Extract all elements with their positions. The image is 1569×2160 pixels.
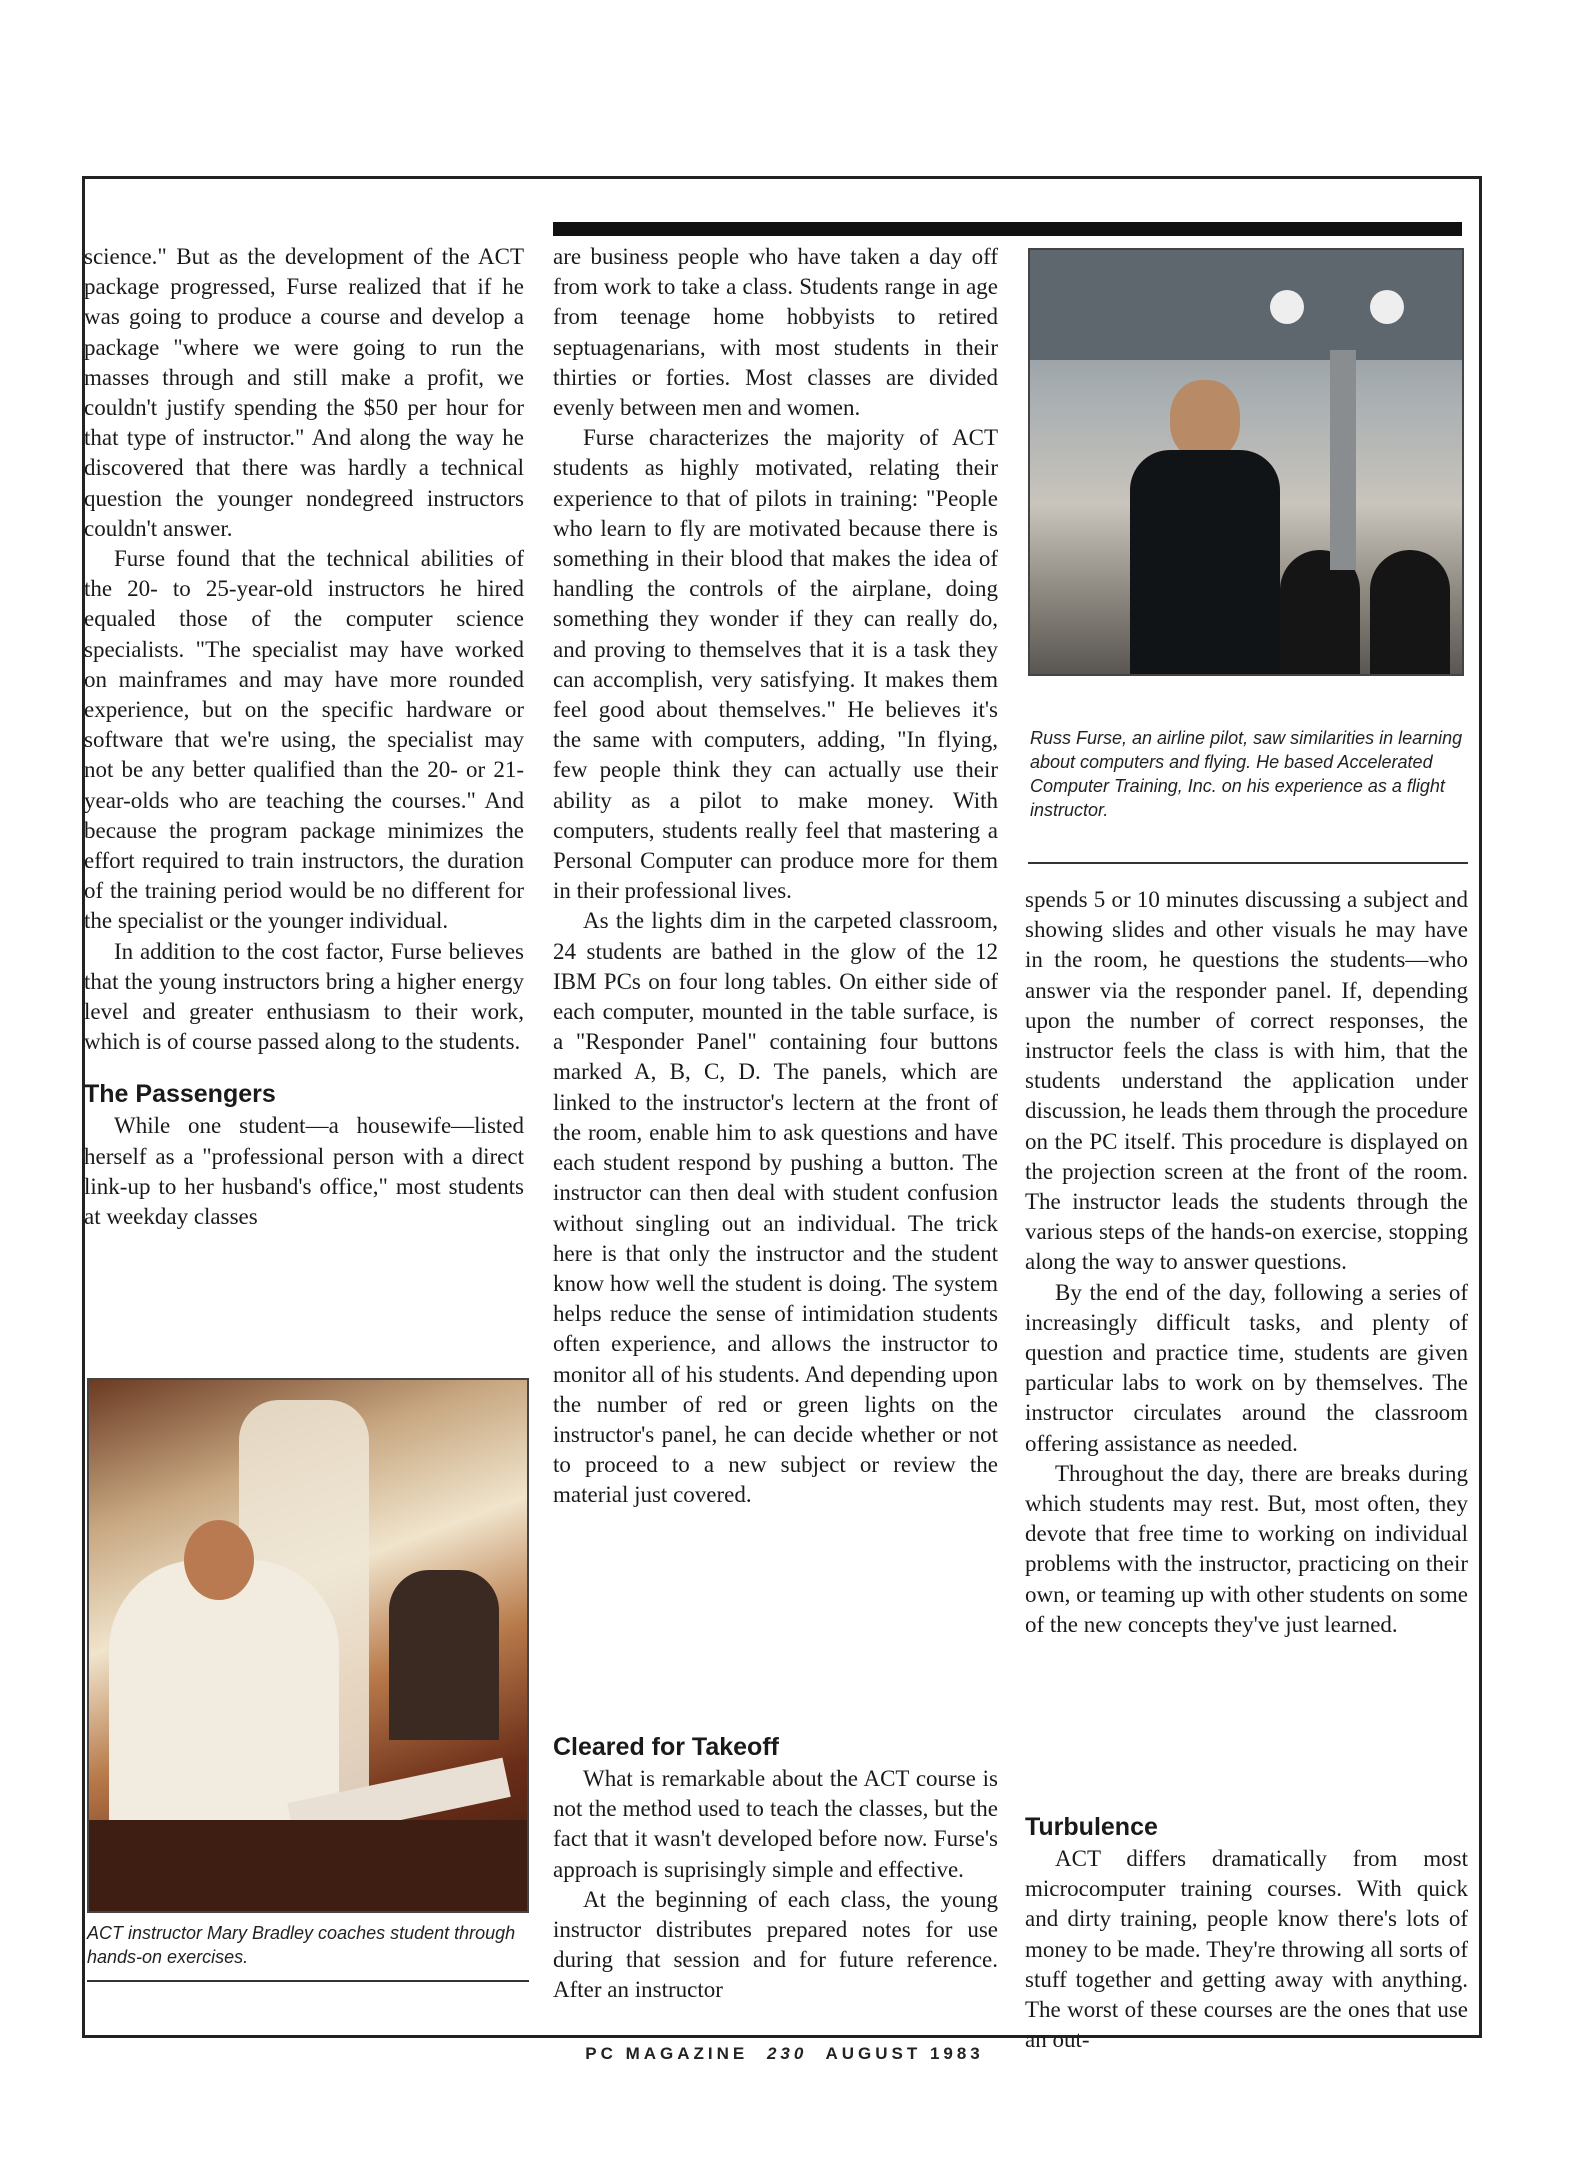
paragraph: ACT differs dramatically from most microcomputer training courses. With quick and dirty training, people know there's lots of money to be made. They're throwing all sorts of stuff together and getting away with anything. The worst of these courses are the ones that use an out- xyxy=(1025,1846,1468,2053)
paragraph: Furse found that the technical abilities of the 20- to 25-year-old instructors he hired equaled those of the computer science specialists. "The specialist may have worked on mainframes and may have more rounded experience, but on the specific hardware or software that we're using, the specialist may not be any better qualified than the 20- or 21-year-olds who are teaching the courses." And because the program package minimizes the effort required to train instructors, the duration of the training period would be no different for the specialist or the younger individual. xyxy=(84,546,524,934)
classroom-photo xyxy=(87,1378,529,1913)
divider xyxy=(87,1980,529,1982)
column-1 xyxy=(84,242,524,1232)
column-3-lower xyxy=(1025,1790,1468,2055)
paragraph: What is remarkable about the ACT course is not the method used to teach the classes, but the fact that it wasn't developed before now. Furse's approach is suprisingly simple and effective. xyxy=(553,1766,998,1882)
magazine-name: PC MAGAZINE xyxy=(585,2044,749,2063)
section-heading: The Passengers xyxy=(84,1080,276,1109)
photo-caption: ACT instructor Mary Bradley coaches student through hands-on exercises. xyxy=(87,1923,516,1967)
paragraph: At the beginning of each class, the young instructor distributes prepared notes for use during that session and for future reference. After an instructor xyxy=(553,1886,998,2003)
paragraph: science." But as the development of the ACT package progressed, Furse realized that if he was going to produce a course and develop a package "where we were going to run the masses through and still make a profit, we couldn't justify spending the $50 per hour for that type of instructor." And along the way he discovered that there was hardly a technical question the younger nondegreed instructors couldn't answer. xyxy=(84,244,524,541)
paragraph: Furse characterizes the majority of ACT students as highly motivated, relating their experience to that of pilots in training: "People who learn to fly are motivated because there is something in their blood that makes the idea of handling the controls of the airplane, doing something they wonder if they can really do, and proving to themselves that it is a task they can accomplish, very satisfying. It makes them feel good about themselves." He believes it's the same with computers, adding, "In flying, few people think they can actually use their ability as a pilot to make money. With computers, students really feel that mastering a Personal Computer can produce more for them in their professional lives. xyxy=(553,425,998,904)
issue-date: AUGUST 1983 xyxy=(825,2044,984,2063)
section-heading: Cleared for Takeoff xyxy=(553,1733,779,1761)
divider xyxy=(1028,862,1468,864)
page-number: 230 xyxy=(766,2044,808,2063)
page-footer xyxy=(0,2044,1569,2064)
paragraph: While one student—a housewife—listed herself as a "professional person with a direct link-up to her husband's office," most students at weekday classes xyxy=(84,1113,524,1230)
paragraph: By the end of the day, following a series of increasingly difficult tasks, and plenty of question and practice time, students are given particular labs to work on by themselves. The instructor circulates around the classroom offering assistance as needed. xyxy=(1025,1279,1468,1456)
column-2-lower xyxy=(553,1710,998,2006)
paragraph: As the lights dim in the carpeted classroom, 24 students are bathed in the glow of the 12 IBM PCs on four long tables. On either side of each computer, mounted in the table surface, is a "Responder Panel" containing four buttons marked A, B, C, D. The panels, which are linked to the instructor's lectern at the front of the room, enable him to ask questions and have each student respond by pushing a button. The instructor can then deal with student confusion without singling out an individual. The trick here is that only the instructor and the student know how well the student is doing. The system helps reduce the sense of intimidation students often experience, and allows the instructor to monitor all of his students. And depending upon the number of red or green lights on the instructor's panel, he can decide whether or not to proceed to a new subject or review the material just covered. xyxy=(553,908,998,1508)
paragraph: Throughout the day, there are breaks during which students may rest. But, most often, they devote that free time to working on individual problems with the instructor, practicing on their own, or teaming up with other students on some of the new concepts they've just learned. xyxy=(1025,1460,1468,1637)
section-heading: Turbulence xyxy=(1025,1813,1158,1841)
column-2 xyxy=(553,242,998,1511)
pilot-photo xyxy=(1028,248,1464,676)
paragraph: are business people who have taken a day off from work to take a class. Students range in age from teenage home hobbyists to retired septuagenarians, with most students in their thirties or forties. Most classes are divided evenly between men and women. xyxy=(553,244,998,421)
photo-caption: Russ Furse, an airline pilot, saw similarities in learning about computers and flying. He based Accelerated Computer Training, Inc. on his experience as a flight instructor. xyxy=(1030,728,1463,820)
paragraph: In addition to the cost factor, Furse believes that the young instructors bring a higher energy level and greater enthusiasm to their work, which is of course passed along to the students. xyxy=(84,938,524,1055)
column-3 xyxy=(1025,885,1468,1640)
header-bar xyxy=(553,222,1462,236)
paragraph: spends 5 or 10 minutes discussing a subject and showing slides and other visuals he may have in the room, he questions the students—who answer via the responder panel. If, depending upon the number of correct responses, the instructor feels the class is with him, that the students understand the application under discussion, he leads them through the procedure on the PC itself. This procedure is displayed on the projection screen at the front of the room. The instructor leads the students through the various steps of the hands-on exercise, stopping along the way to answer questions. xyxy=(1025,887,1468,1275)
